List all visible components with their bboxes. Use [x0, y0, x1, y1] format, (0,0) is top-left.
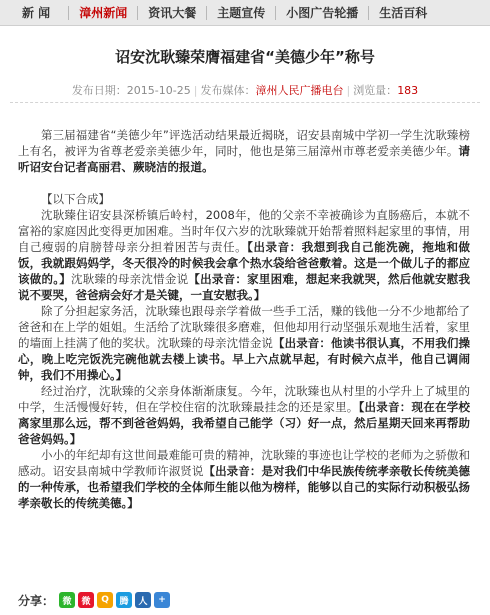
- synth-header: 【以下合成】: [41, 192, 110, 206]
- meta-divider: |: [346, 84, 351, 97]
- nav-item-theme[interactable]: [207, 0, 275, 26]
- article-meta: [0, 82, 490, 98]
- top-nav: [0, 0, 490, 26]
- quote-bold: 【出录音：他读书很认真，不用我们操心，晚上吃完饭洗完碗他就去楼上读书。早上六点就早起，有时候六点半，他自己调闹钟，我们不用操心。】: [18, 336, 471, 382]
- meta-divider: |: [193, 84, 198, 97]
- body-paragraph: [18, 207, 470, 303]
- wechat-share-icon[interactable]: 微: [59, 592, 75, 608]
- nav-item-life[interactable]: [369, 0, 437, 26]
- paragraph-text: 除了分担起家务活，沈耿臻也跟母亲学着做一些手工活，赚的钱他一分不少地都给了爸爸和在上学的姐姐。生活给了沈耿臻很多磨难，但他却用行动坚强乐观地生活着，家里的墙面上挂满了他的奖状。沈耿臻的母亲沈惜金说: [18, 304, 470, 350]
- qzone-share-icon[interactable]: Q: [97, 592, 113, 608]
- body-paragraph: [18, 303, 470, 383]
- nav-item-label: 资讯大餐: [148, 5, 197, 20]
- body-paragraph: [18, 383, 470, 447]
- nav-item-label: 主题宣传: [217, 5, 266, 20]
- title-divider: [10, 102, 480, 103]
- paragraph-gap: [18, 175, 470, 191]
- source-link[interactable]: 漳州人民广播电台: [255, 84, 344, 97]
- share-bar: [18, 591, 173, 609]
- nav-item-label: 小图广告轮播: [286, 5, 359, 20]
- nav-item-label: 生活百科: [379, 5, 428, 20]
- page-title: 诏安沈耿臻荣膺福建省“美德少年”称号: [115, 48, 375, 66]
- share-label: 分享：: [18, 593, 55, 608]
- views-count: 183: [397, 84, 419, 97]
- nav-item-label: 新 闻: [22, 5, 51, 20]
- nav-item-carousel[interactable]: [276, 0, 368, 26]
- quote-bold: 【出录音：现在在学校离家里那么远，帮不到爸爸妈妈，我希望自己能学（习）好一点，然后星期天回来再帮助爸爸妈妈。】: [18, 400, 471, 446]
- quote-bold: 【出录音：家里困难，想起来我就哭，然后他就安慰我说不要哭，爸爸病会好才是关键，一直安慰我。】: [18, 272, 471, 302]
- views-label: 浏览量：: [353, 84, 398, 97]
- paragraph-text: 沈耿臻的母亲沈惜金说: [70, 272, 189, 286]
- paragraph-text: 沈耿臻住诏安县深桥镇后岭村，2008年，他的父亲不幸被确诊为直肠癌后，本就不富裕的家庭因此变得更加困难。当时年仅六岁的沈耿臻就开始帮着照料起家里的事情，用自己瘦弱的肩膀替母亲分担着困苦与责任。: [18, 208, 470, 254]
- nav-item-zhangzhou-news[interactable]: [69, 0, 137, 26]
- quote-bold: 【出录音：我想到我自己能洗碗，拖地和做饭，我就跟妈妈学，冬天很冷的时候我会拿个热水袋给爸爸敷着。这是一个做儿子的都应该做的。】: [18, 240, 470, 286]
- renren-share-icon[interactable]: 人: [135, 592, 151, 608]
- quote-bold: 【出录音：是对我们中华民族传统孝亲敬长传统美德的一种传承，也希望我们学校的全体师生能以他为榜样，能够以自己的实际行动积极弘扬孝亲敬长的传统美德。】: [18, 464, 471, 510]
- publish-date: 发布日期：2015-10-25: [71, 84, 191, 97]
- paragraph-text: 小小的年纪却有这世间最难能可贵的精神，沈耿臻的事迹也让学校的老师为之骄傲和感动。诏安县南城中学教师许淑贤说: [18, 448, 470, 478]
- weibo-share-icon[interactable]: 微: [78, 592, 94, 608]
- nav-item-info[interactable]: [138, 0, 206, 26]
- intro-text: 第三届福建省“美德少年”评选活动结果最近揭晓，诏安县南城中学初一学生沈耿臻榜上有名，被评为省尊老爱亲美德少年，同时，他也是第三届漳州市尊老爱亲美德少年。: [18, 128, 470, 158]
- more-share-icon[interactable]: +: [154, 592, 170, 608]
- body-paragraph: [18, 447, 470, 511]
- nav-item-label: 漳州新闻: [79, 5, 128, 20]
- tencent-weibo-share-icon[interactable]: 腾: [116, 592, 132, 608]
- nav-item-news[interactable]: [0, 0, 68, 26]
- paragraph-text: 经过治疗，沈耿臻的父亲身体渐渐康复。今年，沈耿臻也从村里的小学升上了城里的中学，生活慢慢好转，但在学校住宿的沈耿臻最挂念的还是家里。: [18, 384, 470, 414]
- article-body: [18, 127, 470, 511]
- source-label: 发布媒体：: [200, 84, 256, 97]
- intro-paragraph: [18, 127, 470, 175]
- intro-bold: 请听诏安台记者高丽君、蕨晓洁的报道。: [18, 144, 470, 174]
